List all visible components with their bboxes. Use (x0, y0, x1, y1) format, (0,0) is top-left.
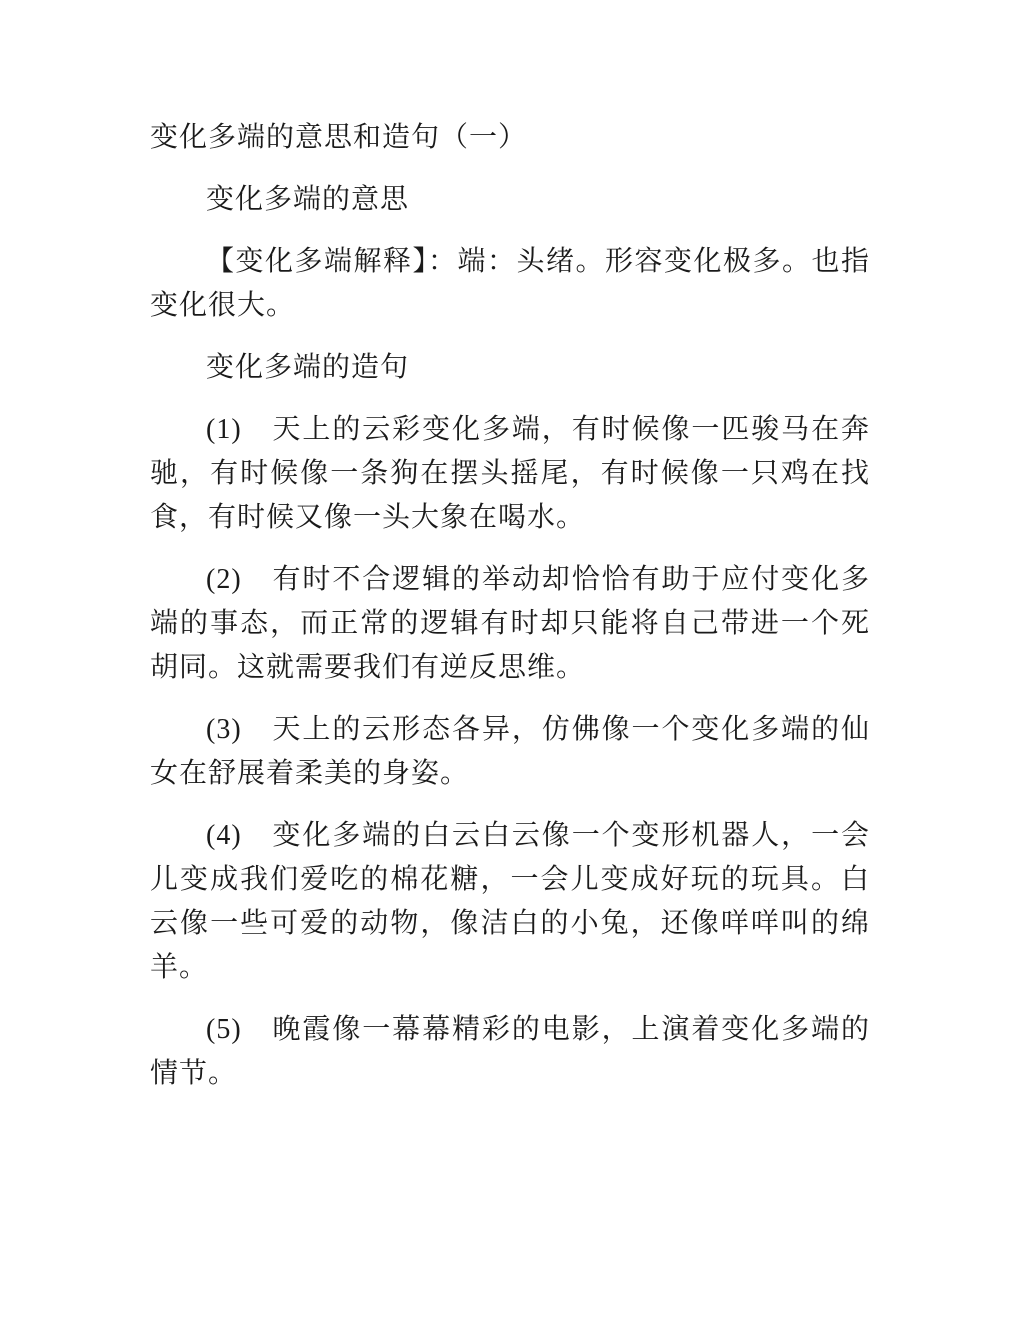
definition-paragraph: 【变化多端解释】：端：头绪。形容变化极多。也指变化很大。 (150, 246, 870, 321)
example-sentence-2: (2) 有时不合逻辑的举动却恰恰有助于应付变化多端的事态，而正常的逻辑有时却只能将自己带进一个死胡同。这就需要我们有逆反思维。 (150, 564, 870, 683)
example-sentence-3: (3) 天上的云形态各异，仿佛像一个变化多端的仙女在舒展着柔美的身姿。 (150, 714, 870, 789)
section-heading-sentences: 变化多端的造句 (206, 352, 410, 383)
document-title: 变化多端的意思和造句（一） (150, 122, 528, 153)
example-sentence-5: (5) 晚霞像一幕幕精彩的电影，上演着变化多端的情节。 (150, 1014, 870, 1089)
example-sentence-4: (4) 变化多端的白云白云像一个变形机器人，一会儿变成我们爱吃的棉花糖，一会儿变成好玩的玩具。白云像一些可爱的动物，像洁白的小兔，还像咩咩叫的绵羊。 (150, 820, 870, 983)
section-heading-meaning: 变化多端的意思 (206, 184, 410, 215)
example-sentence-1: (1) 天上的云彩变化多端，有时候像一匹骏马在奔驰，有时候像一条狗在摆头摇尾，有时候像一只鸡在找食，有时候又像一头大象在喝水。 (150, 414, 870, 533)
